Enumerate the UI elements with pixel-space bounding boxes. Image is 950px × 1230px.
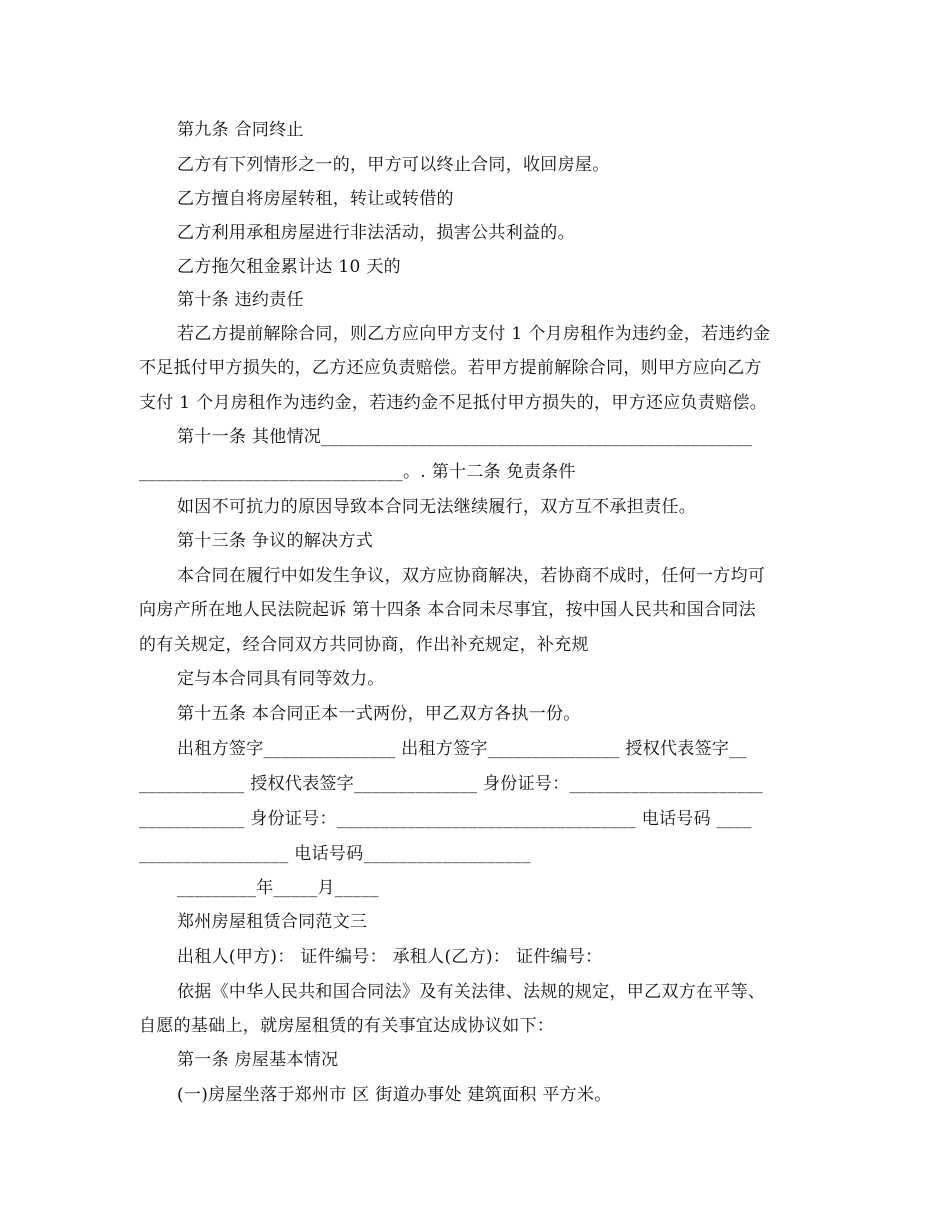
paragraph-line: 乙方擅自将房屋转租，转让或转借的 <box>177 189 454 209</box>
paragraph-line: 自愿的基础上，就房屋租赁的有关事宜达成协议如下： <box>139 1016 555 1036</box>
paragraph-line: 若乙方提前解除合同，则乙方应向甲方支付 1 个月房租作为违约金，若违约金 <box>177 324 771 344</box>
paragraph-line: 依据《中华人民共和国合同法》及有关法律、法规的规定，甲乙双方在平等、 <box>177 982 766 1002</box>
signature-line: 出租方签字_______________ 出租方签字_______________ 授权代表签字__ <box>177 739 747 759</box>
paragraph-line: 乙方拖欠租金累计达 10 天的 <box>177 257 401 277</box>
paragraph-line: 本合同在履行中如发生争议，双方应协商解决，若协商不成时，任何一方均可 <box>177 566 766 586</box>
paragraph-line: 不足抵付甲方损失的，乙方还应负责赔偿。若甲方提前解除合同，则甲方应向乙方 <box>139 358 762 378</box>
paragraph-line: 乙方有下列情形之一的，甲方可以终止合同，收回房屋。 <box>177 155 610 175</box>
document-subtitle: 郑州房屋租赁合同范文三 <box>177 912 368 932</box>
paragraph-line: (一)房屋坐落于郑州市 区 街道办事处 建筑面积 平方米。 <box>177 1085 612 1105</box>
article-10-heading: 第十条 违约责任 <box>177 290 304 310</box>
paragraph-line: 的有关规定，经合同双方共同协商，作出补充规定，补充规 <box>139 635 589 655</box>
parties-line: 出租人(甲方)： 证件编号： 承租人(乙方)： 证件编号： <box>177 947 603 967</box>
paragraph-line: 支付 1 个月房租作为违约金，若违约金不足抵付甲方损失的，甲方还应负责赔偿。 <box>139 393 768 413</box>
article-12-heading: ______________________________。. 第十二条 免责条件 <box>139 462 576 482</box>
article-1-heading: 第一条 房屋基本情况 <box>177 1050 339 1070</box>
article-13-heading: 第十三条 争议的解决方式 <box>177 531 374 551</box>
paragraph-line: 如因不可抗力的原因导致本合同无法继续履行，双方互不承担责任。 <box>177 497 696 517</box>
signature-line: _________________ 电话号码___________________ <box>139 844 531 864</box>
article-9-heading: 第九条 合同终止 <box>177 120 304 140</box>
paragraph-line: 乙方利用承租房屋进行非法活动，损害公共利益的。 <box>177 223 575 243</box>
date-line: _________年_____月_____ <box>177 878 379 898</box>
paragraph-line: 定与本合同具有同等效力。 <box>177 669 385 689</box>
signature-line: ____________ 身份证号：__________________________________ 电话号码 ____ <box>139 809 752 829</box>
paragraph-line: 向房产所在地人民法院起诉 第十四条 本合同未尽事宜，按中国人民共和国合同法 <box>139 600 756 620</box>
article-11-heading: 第十一条 其他情况_________________________________________________ <box>177 427 753 447</box>
signature-line: ____________ 授权代表签字______________ 身份证号：______________________ <box>139 774 764 794</box>
article-15-heading: 第十五条 本合同正本一式两份，甲乙双方各执一份。 <box>177 704 581 724</box>
